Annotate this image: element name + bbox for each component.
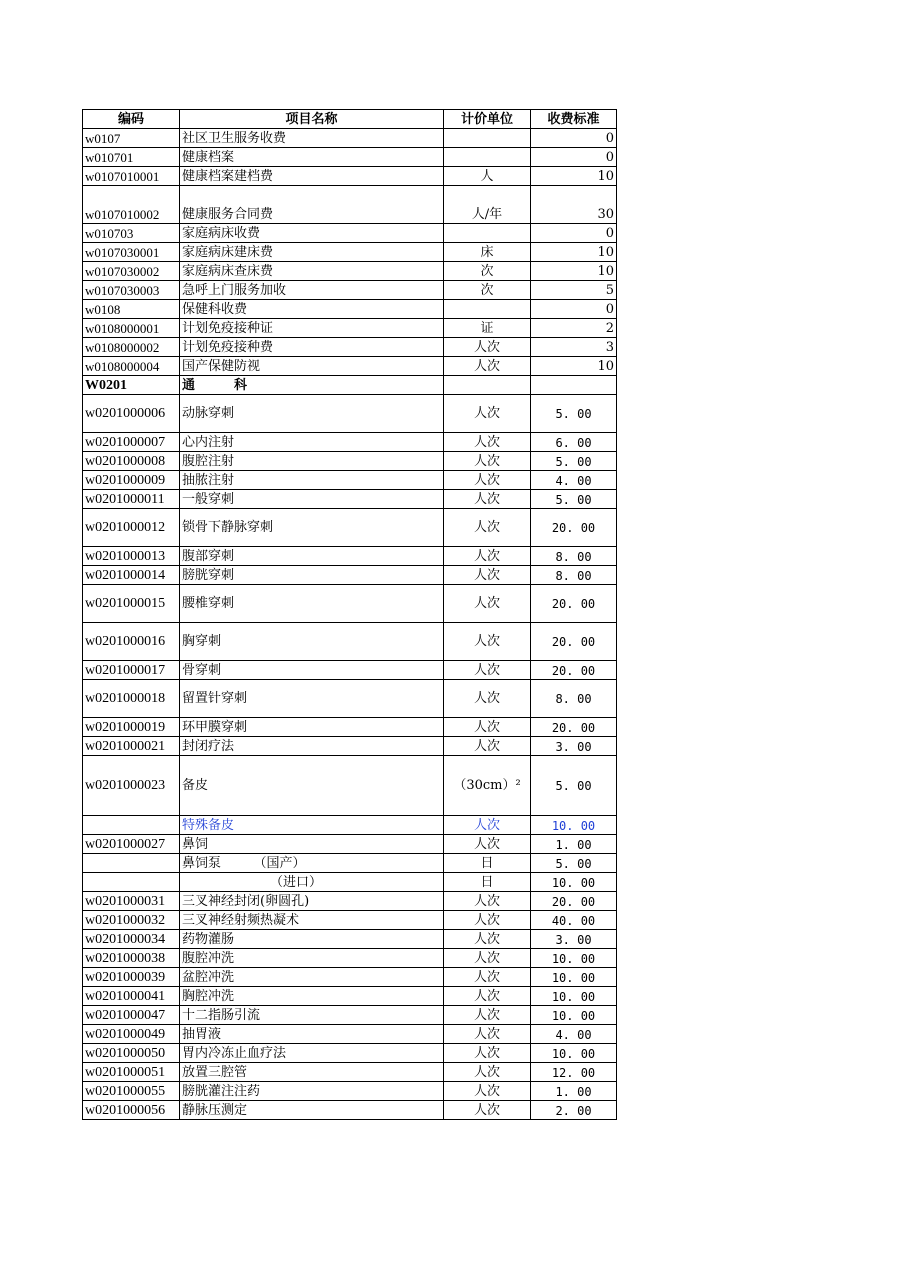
cell-name: 家庭病床收费: [180, 224, 444, 243]
cell-code: w0201000018: [83, 680, 180, 718]
cell-fee: 5. 00: [531, 395, 617, 433]
table-row: [83, 357, 617, 376]
cell-unit: 人次: [444, 338, 531, 357]
cell-name: 膀胱穿刺: [180, 566, 444, 585]
cell-name: 计划免疫接种费: [180, 338, 444, 357]
cell-fee: 20. 00: [531, 718, 617, 737]
cell-unit: [444, 376, 531, 395]
cell-unit: （30cm）²: [444, 756, 531, 816]
cell-fee: 0: [531, 148, 617, 167]
header-unit: 计价单位: [444, 110, 531, 129]
table-row: [83, 395, 617, 433]
cell-name: 鼻饲泵 （国产）: [180, 854, 444, 873]
cell-fee: 20. 00: [531, 661, 617, 680]
table-row: [83, 756, 617, 816]
cell-unit: 人次: [444, 835, 531, 854]
table-row: [83, 911, 617, 930]
cell-fee: 5. 00: [531, 756, 617, 816]
table-row: [83, 376, 617, 395]
cell-unit: [444, 129, 531, 148]
cell-unit: 次: [444, 262, 531, 281]
cell-unit: 人次: [444, 1006, 531, 1025]
cell-fee: 10. 00: [531, 816, 617, 835]
cell-fee: 10. 00: [531, 873, 617, 892]
cell-code: w0107: [83, 129, 180, 148]
cell-fee: 20. 00: [531, 509, 617, 547]
cell-unit: 人次: [444, 509, 531, 547]
cell-unit: 人次: [444, 471, 531, 490]
table-row: [83, 1063, 617, 1082]
table-row: [83, 1025, 617, 1044]
cell-code: w0201000012: [83, 509, 180, 547]
cell-code: w0201000015: [83, 585, 180, 623]
cell-fee: 5. 00: [531, 452, 617, 471]
cell-fee: 10. 00: [531, 968, 617, 987]
table-row: [83, 547, 617, 566]
cell-name: 抽胃液: [180, 1025, 444, 1044]
cell-unit: 人次: [444, 1063, 531, 1082]
cell-code: w0201000027: [83, 835, 180, 854]
cell-unit: 人次: [444, 585, 531, 623]
cell-code: w0201000041: [83, 987, 180, 1006]
table-row: [83, 835, 617, 854]
cell-code: [83, 816, 180, 835]
cell-unit: 人次: [444, 1082, 531, 1101]
cell-code: w0107010002: [83, 186, 180, 224]
cell-fee: 8. 00: [531, 680, 617, 718]
cell-fee: 3. 00: [531, 737, 617, 756]
cell-fee: 5: [531, 281, 617, 300]
cell-name: 静脉压测定: [180, 1101, 444, 1120]
cell-name: 动脉穿刺: [180, 395, 444, 433]
table-row: [83, 300, 617, 319]
cell-fee: 10: [531, 243, 617, 262]
cell-fee: 1. 00: [531, 1082, 617, 1101]
cell-unit: 日: [444, 854, 531, 873]
table-row: [83, 930, 617, 949]
cell-name: 通 科: [180, 376, 444, 395]
cell-unit: [444, 224, 531, 243]
cell-name: 鼻饲: [180, 835, 444, 854]
cell-unit: 人次: [444, 987, 531, 1006]
cell-code: w0201000021: [83, 737, 180, 756]
cell-unit: 人次: [444, 911, 531, 930]
cell-fee: 0: [531, 300, 617, 319]
table-row: [83, 129, 617, 148]
cell-fee: 8. 00: [531, 566, 617, 585]
cell-fee: 10. 00: [531, 1006, 617, 1025]
cell-fee: 10. 00: [531, 987, 617, 1006]
cell-name: 抽脓注射: [180, 471, 444, 490]
table-row: [83, 243, 617, 262]
cell-name: 国产保健防视: [180, 357, 444, 376]
cell-name: 胸腔冲洗: [180, 987, 444, 1006]
table-row: [83, 186, 617, 224]
cell-code: w0201000055: [83, 1082, 180, 1101]
cell-code: [83, 854, 180, 873]
table-row: [83, 338, 617, 357]
cell-fee: 20. 00: [531, 892, 617, 911]
table-row: [83, 148, 617, 167]
cell-name: （进口）: [180, 873, 444, 892]
table-row: [83, 816, 617, 835]
header-fee: 收费标准: [531, 110, 617, 129]
cell-unit: 人次: [444, 490, 531, 509]
cell-name: 腰椎穿刺: [180, 585, 444, 623]
cell-code: w010703: [83, 224, 180, 243]
cell-unit: 人次: [444, 680, 531, 718]
table-row: [83, 1044, 617, 1063]
cell-code: w0201000039: [83, 968, 180, 987]
cell-name: 骨穿刺: [180, 661, 444, 680]
cell-code: w0107030002: [83, 262, 180, 281]
cell-fee: 0: [531, 224, 617, 243]
cell-name: 家庭病床查床费: [180, 262, 444, 281]
cell-unit: [444, 300, 531, 319]
table-row: [83, 585, 617, 623]
cell-unit: 人次: [444, 737, 531, 756]
cell-unit: 床: [444, 243, 531, 262]
cell-code: w0201000017: [83, 661, 180, 680]
table-row: [83, 452, 617, 471]
cell-fee: [531, 376, 617, 395]
table-row: [83, 737, 617, 756]
cell-name: 盆腔冲洗: [180, 968, 444, 987]
cell-fee: 10: [531, 167, 617, 186]
table-row: [83, 873, 617, 892]
cell-code: w0201000038: [83, 949, 180, 968]
cell-unit: 人次: [444, 949, 531, 968]
cell-unit: 人次: [444, 661, 531, 680]
cell-code: w0201000019: [83, 718, 180, 737]
cell-name: 放置三腔管: [180, 1063, 444, 1082]
cell-code: w0201000032: [83, 911, 180, 930]
cell-name: 三叉神经射频热凝术: [180, 911, 444, 930]
cell-name: 锁骨下静脉穿刺: [180, 509, 444, 547]
cell-fee: 10: [531, 357, 617, 376]
cell-code: w0201000056: [83, 1101, 180, 1120]
cell-code: w0201000031: [83, 892, 180, 911]
cell-code: w0108000001: [83, 319, 180, 338]
cell-fee: 2. 00: [531, 1101, 617, 1120]
table-row: [83, 1101, 617, 1120]
cell-code: w0107030001: [83, 243, 180, 262]
cell-unit: 人次: [444, 1025, 531, 1044]
cell-unit: 人次: [444, 357, 531, 376]
cell-name: 腹部穿刺: [180, 547, 444, 566]
cell-code: w010701: [83, 148, 180, 167]
cell-name: 健康档案: [180, 148, 444, 167]
cell-code: w0201000009: [83, 471, 180, 490]
cell-fee: 6. 00: [531, 433, 617, 452]
cell-unit: 人次: [444, 566, 531, 585]
cell-code: w0201000051: [83, 1063, 180, 1082]
cell-fee: 0: [531, 129, 617, 148]
cell-code: w0201000016: [83, 623, 180, 661]
cell-unit: 人次: [444, 968, 531, 987]
cell-unit: 人次: [444, 452, 531, 471]
table-row: [83, 1082, 617, 1101]
cell-unit: 人次: [444, 718, 531, 737]
cell-fee: 1. 00: [531, 835, 617, 854]
cell-fee: 4. 00: [531, 471, 617, 490]
cell-code: W0201: [83, 376, 180, 395]
cell-name: 心内注射: [180, 433, 444, 452]
table-row: [83, 433, 617, 452]
cell-name: 健康服务合同费: [180, 186, 444, 224]
fee-schedule-table: [82, 109, 617, 1120]
cell-unit: 人次: [444, 433, 531, 452]
cell-name: 环甲膜穿刺: [180, 718, 444, 737]
cell-code: w0108000004: [83, 357, 180, 376]
table-row: [83, 509, 617, 547]
cell-fee: 5. 00: [531, 490, 617, 509]
table-row: [83, 262, 617, 281]
cell-fee: 4. 00: [531, 1025, 617, 1044]
table-row: [83, 968, 617, 987]
cell-code: w0201000011: [83, 490, 180, 509]
cell-name: 膀胱灌注注药: [180, 1082, 444, 1101]
table-row: [83, 566, 617, 585]
cell-name: 社区卫生服务收费: [180, 129, 444, 148]
cell-name: 急呼上门服务加收: [180, 281, 444, 300]
cell-name: 家庭病床建床费: [180, 243, 444, 262]
cell-name: 药物灌肠: [180, 930, 444, 949]
cell-name: 备皮: [180, 756, 444, 816]
cell-unit: 人/年: [444, 186, 531, 224]
cell-code: w0107010001: [83, 167, 180, 186]
cell-name: 胸穿刺: [180, 623, 444, 661]
cell-name: 封闭疗法: [180, 737, 444, 756]
cell-code: w0201000006: [83, 395, 180, 433]
table-row: [83, 718, 617, 737]
cell-unit: 证: [444, 319, 531, 338]
cell-code: w0201000050: [83, 1044, 180, 1063]
cell-fee: 20. 00: [531, 623, 617, 661]
header-code: 编码: [83, 110, 180, 129]
cell-code: w0201000014: [83, 566, 180, 585]
cell-unit: 次: [444, 281, 531, 300]
table-row: [83, 167, 617, 186]
table-row: [83, 949, 617, 968]
table-row: [83, 854, 617, 873]
cell-name: 三叉神经封闭(卵圆孔): [180, 892, 444, 911]
cell-code: w0108000002: [83, 338, 180, 357]
cell-fee: 5. 00: [531, 854, 617, 873]
cell-unit: 人次: [444, 892, 531, 911]
table-header-row: [83, 110, 617, 129]
cell-code: w0201000013: [83, 547, 180, 566]
table-body: [83, 129, 617, 1120]
cell-code: w0201000049: [83, 1025, 180, 1044]
cell-fee: 10: [531, 262, 617, 281]
cell-name: 特殊备皮: [180, 816, 444, 835]
cell-fee: 30: [531, 186, 617, 224]
cell-name: 十二指肠引流: [180, 1006, 444, 1025]
table-row: [83, 490, 617, 509]
cell-fee: 10. 00: [531, 1044, 617, 1063]
cell-code: [83, 873, 180, 892]
cell-unit: 人次: [444, 816, 531, 835]
cell-unit: 人: [444, 167, 531, 186]
cell-fee: 12. 00: [531, 1063, 617, 1082]
cell-code: w0107030003: [83, 281, 180, 300]
table-row: [83, 623, 617, 661]
cell-name: 保健科收费: [180, 300, 444, 319]
cell-unit: [444, 148, 531, 167]
cell-fee: 3. 00: [531, 930, 617, 949]
cell-fee: 40. 00: [531, 911, 617, 930]
cell-code: w0201000007: [83, 433, 180, 452]
cell-code: w0201000034: [83, 930, 180, 949]
header-name: 项目名称: [180, 110, 444, 129]
cell-unit: 人次: [444, 1044, 531, 1063]
cell-fee: 20. 00: [531, 585, 617, 623]
table-row: [83, 987, 617, 1006]
table-row: [83, 892, 617, 911]
cell-code: w0201000008: [83, 452, 180, 471]
cell-unit: 日: [444, 873, 531, 892]
cell-name: 健康档案建档费: [180, 167, 444, 186]
cell-name: 腹腔注射: [180, 452, 444, 471]
cell-code: w0201000023: [83, 756, 180, 816]
cell-unit: 人次: [444, 930, 531, 949]
table-row: [83, 319, 617, 338]
table-row: [83, 661, 617, 680]
cell-name: 腹腔冲洗: [180, 949, 444, 968]
table-row: [83, 680, 617, 718]
cell-name: 留置针穿刺: [180, 680, 444, 718]
cell-fee: 8. 00: [531, 547, 617, 566]
cell-unit: 人次: [444, 547, 531, 566]
cell-fee: 10. 00: [531, 949, 617, 968]
cell-unit: 人次: [444, 623, 531, 661]
table-row: [83, 471, 617, 490]
table-row: [83, 281, 617, 300]
cell-fee: 3: [531, 338, 617, 357]
cell-name: 胃内冷冻止血疗法: [180, 1044, 444, 1063]
table-row: [83, 224, 617, 243]
table-row: [83, 1006, 617, 1025]
cell-fee: 2: [531, 319, 617, 338]
cell-name: 计划免疫接种证: [180, 319, 444, 338]
cell-name: 一般穿刺: [180, 490, 444, 509]
cell-code: w0201000047: [83, 1006, 180, 1025]
cell-unit: 人次: [444, 395, 531, 433]
cell-code: w0108: [83, 300, 180, 319]
cell-unit: 人次: [444, 1101, 531, 1120]
